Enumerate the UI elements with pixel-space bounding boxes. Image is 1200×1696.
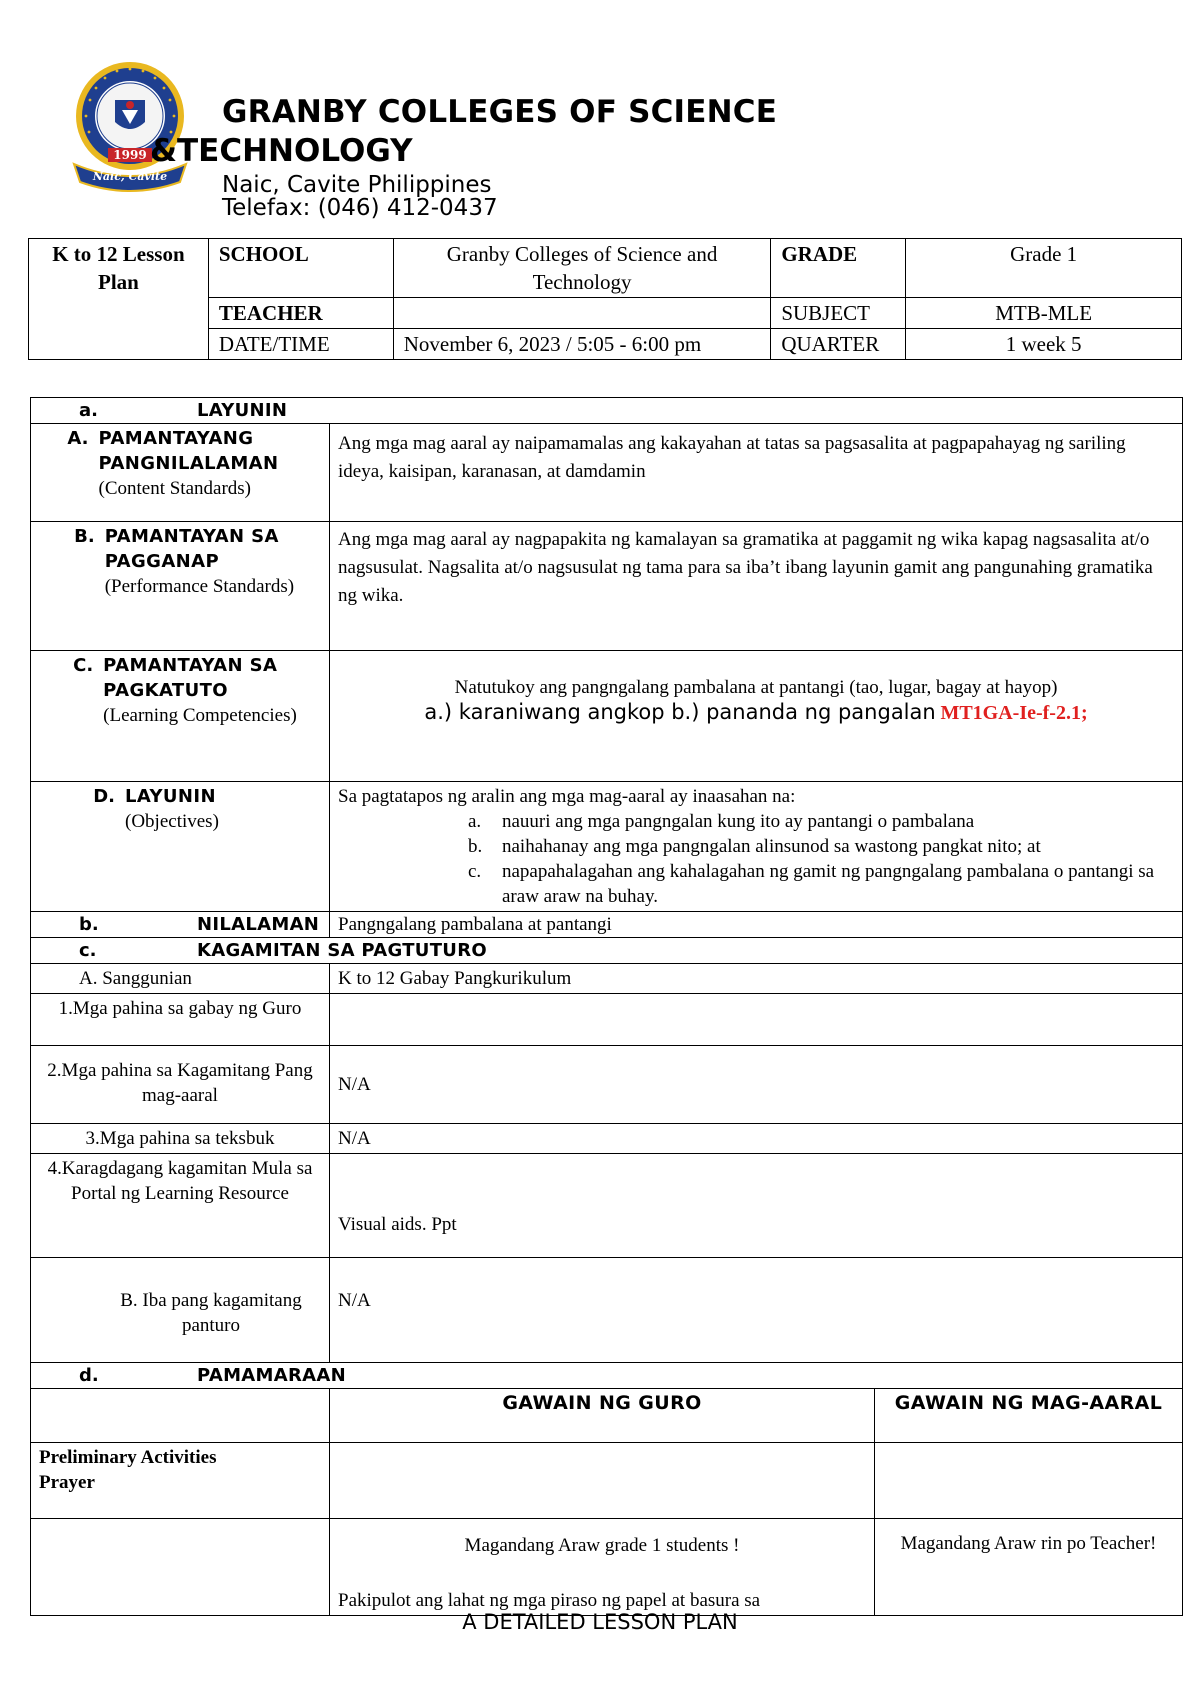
- school-name: GRANBY COLLEGES OF SCIENCE: [222, 94, 778, 130]
- footer-title: A DETAILED LESSON PLAN: [462, 1610, 738, 1634]
- lesson-info-table: [28, 238, 1182, 360]
- sanggunian-value: K to 12 Gabay Pangkurikulum: [330, 964, 1183, 994]
- section-letter: d.: [79, 1365, 99, 1386]
- standard-name: LAYUNIN: [125, 786, 216, 807]
- section-title: KAGAMITAN SA PAGTUTURO: [197, 940, 487, 961]
- content-standards-label: [31, 424, 330, 522]
- quarter-value: 1 week 5: [906, 329, 1182, 360]
- section-title: LAYUNIN: [197, 400, 288, 421]
- portal-value: Visual aids. Ppt: [330, 1154, 1183, 1258]
- school-phone-clipped: [222, 195, 542, 221]
- section-nilalaman: [31, 912, 330, 938]
- standard-letter: C.: [73, 655, 94, 676]
- school-address: Naic, Cavite Philippines: [222, 172, 492, 198]
- objective-text: napapahalagahan ang kahalagahan ng gamit ng pangngalang pambalana o pantangi sa araw araw na buhay.: [502, 861, 1155, 907]
- section-title: PAMAMARAAN: [197, 1365, 346, 1386]
- svg-text:1999: 1999: [113, 148, 147, 162]
- list-item: [468, 809, 1174, 834]
- standard-name: PAMANTAYAN SA PAGGANAP: [104, 526, 279, 572]
- greeting-student: Magandang Araw rin po Teacher!: [875, 1519, 1183, 1616]
- school-logo: [70, 60, 190, 190]
- guro-value: [330, 994, 1183, 1046]
- competency-line-1: Natutukoy ang pangngalang pambalana at pantangi (tao, lugar, bagay at hayop): [454, 677, 1058, 698]
- prayer-teacher-cell: [330, 1443, 875, 1519]
- list-marker: b.: [468, 836, 483, 857]
- school-name-continued: &TECHNOLOGY: [150, 133, 413, 169]
- school-value: Granby Colleges of Science and Technology: [393, 239, 771, 298]
- teksbuk-label: 3.Mga pahina sa teksbuk: [31, 1124, 330, 1154]
- greeting-label-cell: [31, 1519, 330, 1616]
- iba-value: N/A: [330, 1258, 1183, 1363]
- standard-letter: B.: [74, 526, 95, 547]
- section-kagamitan: [31, 938, 1183, 964]
- quarter-label: QUARTER: [771, 329, 906, 360]
- performance-standards-text: Ang mga mag aaral ay nagpapakita ng kamalayan sa gramatika at paggamit ng wika kapag nagsasalita at/o nagsusulat. Nagsalita at/o nagsusulat ng tama para sa iba’t ibang layunin gamit ang pangunahing gramatika ng wika.: [330, 522, 1183, 651]
- kagamitan-label: 2.Mga pahina sa Kagamitang Pang mag-aaral: [31, 1046, 330, 1124]
- standard-subtitle: (Content Standards): [98, 478, 252, 499]
- list-marker: c.: [468, 861, 482, 882]
- teksbuk-value: N/A: [330, 1124, 1183, 1154]
- list-marker: a.: [468, 811, 482, 832]
- school-phone: Telefax: (046) 412-0437: [222, 195, 498, 221]
- list-item: [468, 859, 1174, 909]
- teacher-value: [393, 298, 771, 329]
- sanggunian-label: A. Sanggunian: [31, 964, 330, 994]
- performance-standards-label: [31, 522, 330, 651]
- lesson-plan-table: [30, 397, 1183, 1616]
- standard-name: PAMANTAYANG PANGNILALAMAN: [98, 428, 279, 474]
- standard-subtitle: (Performance Standards): [104, 576, 295, 597]
- grade-value: Grade 1: [906, 239, 1182, 298]
- section-letter: b.: [79, 914, 99, 935]
- section-pamamaraan: [31, 1363, 1183, 1389]
- learning-competencies-label: [31, 651, 330, 782]
- guro-label: 1.Mga pahina sa gabay ng Guro: [31, 994, 330, 1046]
- student-activity-header: GAWAIN NG MAG-AARAL: [875, 1389, 1183, 1443]
- datetime-label: DATE/TIME: [208, 329, 393, 360]
- kagamitan-value: N/A: [330, 1046, 1183, 1124]
- procedure-corner: [31, 1389, 330, 1443]
- greeting-teacher: Magandang Araw grade 1 students !: [464, 1535, 740, 1556]
- prelim-line: Preliminary Activities: [39, 1447, 217, 1468]
- standard-letter: D.: [93, 786, 115, 807]
- nilalaman-value: Pangngalang pambalana at pantangi: [330, 912, 1183, 938]
- preliminary-activities-label: [31, 1443, 330, 1519]
- section-letter: a.: [79, 400, 98, 421]
- objectives-text: [330, 782, 1183, 912]
- subject-label: SUBJECT: [771, 298, 906, 329]
- standard-subtitle: (Learning Competencies): [103, 705, 297, 726]
- section-title: NILALAMAN: [197, 914, 320, 935]
- objective-text: nauuri ang mga pangngalan kung ito ay pantangi o pambalana: [502, 811, 975, 832]
- standard-name: PAMANTAYAN SA PAGKATUTO: [103, 655, 278, 701]
- section-letter: c.: [79, 940, 97, 961]
- competency-code: MT1GA-Ie-f-2.1;: [940, 702, 1088, 724]
- prayer-student-cell: [875, 1443, 1183, 1519]
- plan-label: K to 12 Lesson Plan: [29, 239, 209, 360]
- svg-text:Naic, Cavite: Naic, Cavite: [92, 170, 168, 183]
- content-standards-text: Ang mga mag aaral ay naipamamalas ang kakayahan at tatas sa pagsasalita at pagpapahayag ng sariling ideya, kaisipan, karanasan, at damdamin: [330, 424, 1183, 522]
- greeting-teacher-cell: [330, 1519, 875, 1616]
- section-layunin: [31, 398, 1183, 424]
- standard-letter: A.: [67, 428, 89, 449]
- competency-line-2: a.) karaniwang angkop b.) pananda ng pangalan: [424, 700, 936, 724]
- portal-label: 4.Karagdagang kagamitan Mula sa Portal ng Learning Resource: [31, 1154, 330, 1258]
- datetime-value: November 6, 2023 / 5:05 - 6:00 pm: [393, 329, 771, 360]
- grade-label: GRADE: [771, 239, 906, 298]
- objectives-intro: Sa pagtatapos ng aralin ang mga mag-aaral ay inaasahan na:: [338, 786, 796, 807]
- cleanup-teacher: Pakipulot ang lahat ng mga piraso ng papel at basura sa: [338, 1590, 761, 1611]
- list-item: [468, 834, 1174, 859]
- learning-competencies-text: [330, 651, 1183, 782]
- objectives-list: [338, 809, 1174, 909]
- objectives-label: [31, 782, 330, 912]
- objective-text: naihahanay ang mga pangngalan alinsunod sa wastong pangkat nito; at: [502, 836, 1041, 857]
- prelim-line: Prayer: [39, 1472, 95, 1493]
- subject-value: MTB-MLE: [906, 298, 1182, 329]
- school-label: SCHOOL: [208, 239, 393, 298]
- teacher-label: TEACHER: [208, 298, 393, 329]
- teacher-activity-header: GAWAIN NG GURO: [330, 1389, 875, 1443]
- iba-label: B. Iba pang kagamitang panturo: [31, 1258, 330, 1363]
- standard-subtitle: (Objectives): [125, 811, 219, 832]
